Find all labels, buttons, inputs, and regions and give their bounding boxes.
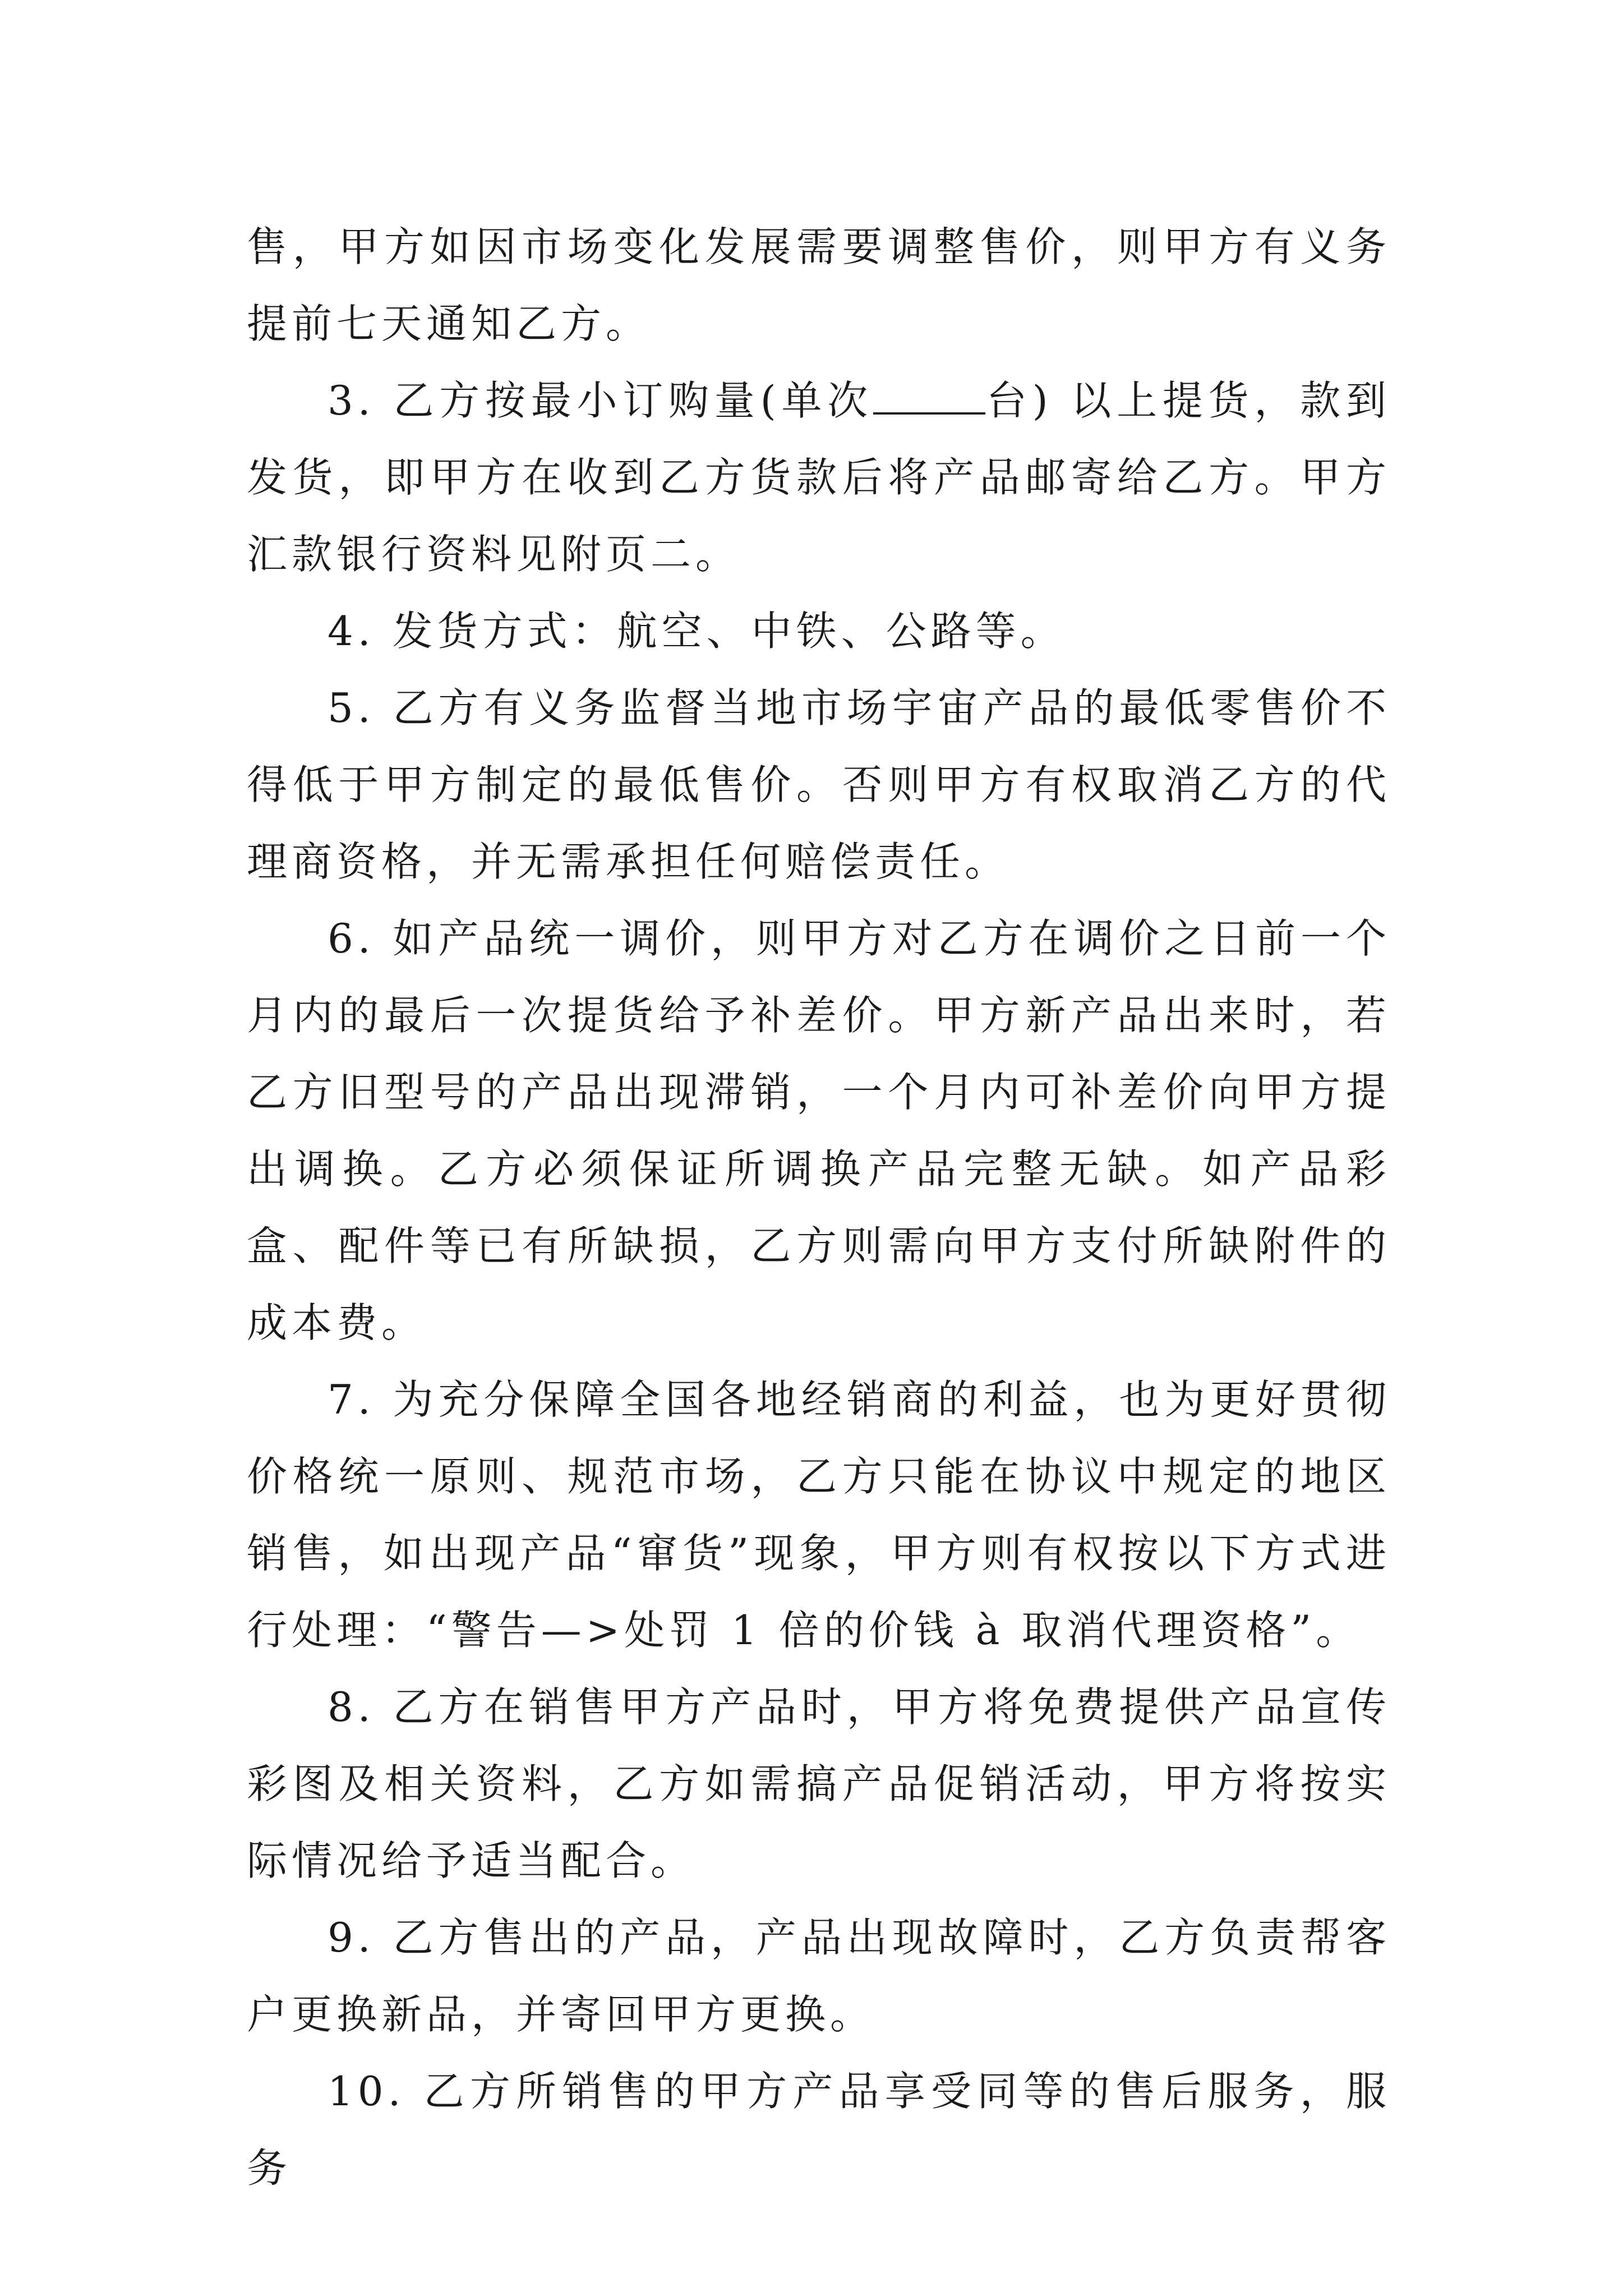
clause-3-text-before: 3. 乙方按最小订购量(单次	[328, 377, 874, 424]
paragraph-clause-5: 5. 乙方有义务监督当地市场宇宙产品的最低零售价不得低于甲方制定的最低售价。否则甲方有权取消乙方的代理商资格，并无需承担任何赔偿责任。	[247, 684, 1391, 885]
paragraph-clause-4: 4. 发货方式：航空、中铁、公路等。	[328, 608, 1066, 655]
paragraph-clause-3	[247, 362, 1391, 593]
paragraph-continuation: 售，甲方如因市场变化发展需要调整售价，则甲方有义务提前七天通知乙方。	[247, 223, 1391, 347]
paragraph-clause-9: 9. 乙方售出的产品，产品出现故障时，乙方负责帮客户更换新品，并寄回甲方更换。	[247, 1914, 1391, 2038]
clause-3-text-after: 台) 以上提货，款到发货，即甲方在收到乙方货款后将产品邮寄给乙方。甲方汇款银行资料见附页二。	[247, 377, 1391, 578]
quantity-blank-field	[873, 379, 985, 415]
paragraph-clause-8: 8. 乙方在销售甲方产品时，甲方将免费提供产品宣传彩图及相关资料，乙方如需搞产品促销活动，甲方将按实际情况给予适当配合。	[247, 1683, 1391, 1884]
paragraph-clause-7: 7. 为充分保障全国各地经销商的利益，也为更好贯彻价格统一原则、规范市场，乙方只能在协议中规定的地区销售，如出现产品“窜货”现象，甲方则有权按以下方式进行处理：“警告—>处罚 1 倍的价钱 à 取消代理资格”。	[247, 1376, 1391, 1654]
document-body	[247, 209, 1391, 2207]
paragraph-clause-10: 10. 乙方所销售的甲方产品享受同等的售后服务，服务	[247, 2068, 1391, 2192]
paragraph-clause-6: 6. 如产品统一调价，则甲方对乙方在调价之日前一个月内的最后一次提货给予补差价。甲方新产品出来时，若乙方旧型号的产品出现滞销，一个月内可补差价向甲方提出调换。乙方必须保证所调换产品完整无缺。如产品彩盒、配件等已有所缺损，乙方则需向甲方支付所缺附件的成本费。	[247, 915, 1391, 1346]
